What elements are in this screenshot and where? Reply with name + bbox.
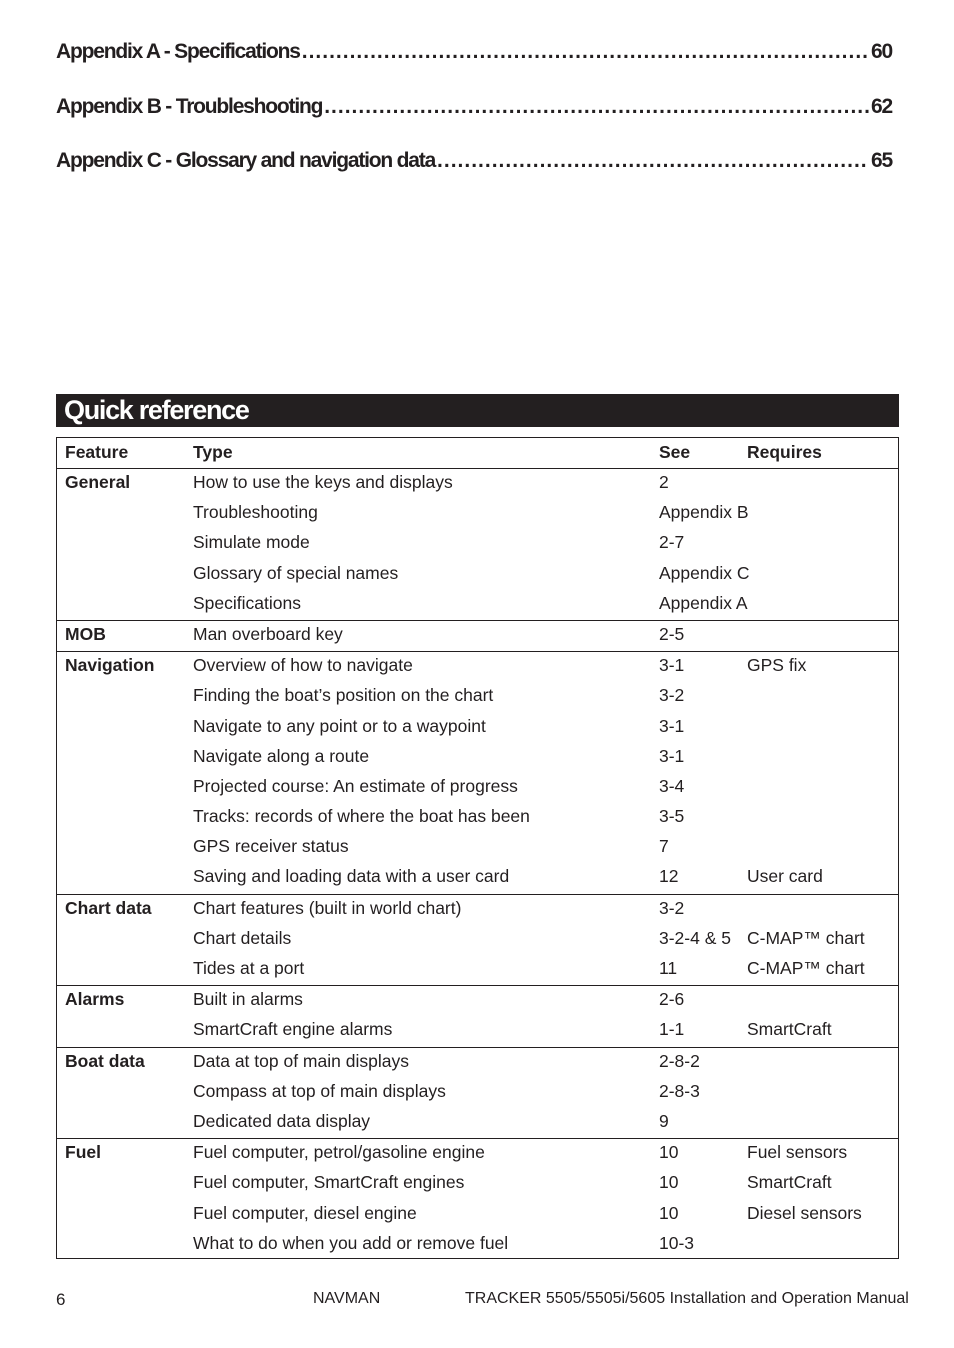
see-cell: Appendix B: [659, 502, 749, 523]
type-cell: SmartCraft engine alarms: [193, 1019, 393, 1040]
toc-leader-dots: [324, 95, 869, 119]
see-cell: 3-2: [659, 897, 685, 918]
feature-cell: Navigation: [65, 655, 155, 676]
toc-entry-page: 62: [871, 94, 892, 118]
toc-entry[interactable]: [56, 40, 892, 76]
table-row: [57, 1016, 898, 1046]
table-row: [57, 743, 898, 773]
table-row: [57, 986, 898, 1016]
table-group: [57, 469, 898, 621]
toc-entry-title: Appendix B - Troubleshooting: [56, 94, 323, 118]
see-cell: 3-4: [659, 775, 685, 796]
type-cell: Tracks: records of where the boat has been: [193, 806, 530, 827]
feature-cell: Alarms: [65, 989, 125, 1010]
see-cell: 11: [659, 958, 678, 978]
toc-leader-dots: [302, 40, 869, 64]
table-row: [57, 1139, 898, 1169]
type-cell: Projected course: An estimate of progress: [193, 775, 518, 796]
requires-cell: Fuel sensors: [747, 1142, 848, 1163]
feature-cell: General: [65, 472, 131, 492]
see-cell: 2-8-3: [659, 1080, 700, 1101]
table-row: [57, 1078, 898, 1108]
requires-cell: C-MAP™ chart: [747, 927, 865, 948]
table-group: [57, 652, 898, 895]
see-cell: 10-3: [659, 1232, 695, 1253]
type-cell: Navigate to any point or to a waypoint: [193, 715, 486, 736]
see-cell: Appendix A: [659, 592, 748, 613]
type-cell: Chart features (built in world chart): [193, 897, 462, 918]
see-cell: 1-1: [659, 1019, 685, 1040]
table-row: [57, 590, 898, 620]
table-row: [57, 833, 898, 863]
quick-reference-header-bar: [56, 394, 899, 427]
requires-cell: C-MAP™ chart: [747, 958, 865, 978]
see-cell: 2-5: [659, 623, 685, 644]
toc-entry-title: Appendix C - Glossary and navigation data: [56, 149, 436, 172]
table-row: [57, 863, 898, 893]
toc-entry[interactable]: [56, 95, 892, 131]
type-cell: What to do when you add or remove fuel: [193, 1232, 509, 1253]
type-cell: Overview of how to navigate: [193, 655, 413, 676]
header-see: See: [659, 442, 691, 462]
type-cell: GPS receiver status: [193, 836, 349, 857]
toc-entry[interactable]: [56, 149, 892, 185]
table-of-contents: [56, 40, 892, 204]
table-header-row: [57, 438, 898, 469]
type-cell: Compass at top of main displays: [193, 1080, 446, 1101]
page-number: 6: [56, 1290, 66, 1309]
toc-leader-dots: [437, 149, 869, 173]
see-cell: 3-1: [659, 715, 685, 736]
table-row: [57, 682, 898, 712]
see-cell: 3-1: [659, 745, 685, 766]
type-cell: How to use the keys and displays: [193, 472, 453, 492]
table-row: [57, 895, 898, 925]
quick-reference-title: Quick reference: [64, 395, 249, 425]
table-group: [57, 895, 898, 987]
type-cell: Fuel computer, petrol/gasoline engine: [193, 1142, 485, 1163]
footer-brand: NAVMAN: [313, 1290, 381, 1307]
table-row: [57, 652, 898, 682]
type-cell: Finding the boat’s position on the chart: [193, 685, 494, 706]
table-row: [57, 529, 898, 559]
type-cell: Tides at a port: [193, 958, 305, 978]
type-cell: Glossary of special names: [193, 562, 399, 583]
header-requires: Requires: [747, 442, 822, 462]
type-cell: Navigate along a route: [193, 745, 370, 766]
see-cell: 12: [659, 866, 679, 887]
table-row: [57, 713, 898, 743]
type-cell: Simulate mode: [193, 532, 310, 553]
table-group: [57, 1139, 898, 1260]
footer-manual-title: TRACKER 5505/5505i/5605 Installation and Operation Manual: [465, 1290, 909, 1307]
type-cell: Fuel computer, diesel engine: [193, 1202, 417, 1223]
see-cell: 2-6: [659, 989, 685, 1010]
feature-cell: MOB: [65, 623, 106, 644]
feature-cell: Fuel: [65, 1142, 101, 1163]
see-cell: 2-8-2: [659, 1050, 700, 1071]
type-cell: Specifications: [193, 592, 301, 613]
table-group: [57, 621, 898, 652]
table-group: [57, 1048, 898, 1140]
table-row: [57, 1200, 898, 1230]
header-type: Type: [193, 442, 233, 462]
table-row: [57, 621, 898, 651]
table-row: [57, 1169, 898, 1199]
feature-cell: Boat data: [65, 1050, 145, 1071]
table-row: [57, 803, 898, 833]
see-cell: 3-2-4 & 5: [659, 927, 731, 948]
type-cell: Chart details: [193, 927, 292, 948]
table-row: [57, 955, 898, 985]
see-cell: 3-2: [659, 685, 685, 706]
see-cell: 10: [659, 1142, 679, 1163]
type-cell: Dedicated data display: [193, 1110, 371, 1131]
table-row: [57, 773, 898, 803]
requires-cell: GPS fix: [747, 655, 807, 676]
table-row: [57, 1048, 898, 1078]
requires-cell: Diesel sensors: [747, 1202, 862, 1223]
type-cell: Data at top of main displays: [193, 1050, 409, 1071]
toc-entry-page: 60: [871, 40, 892, 63]
type-cell: Man overboard key: [193, 623, 343, 644]
table-row: [57, 469, 898, 499]
see-cell: 7: [659, 836, 669, 857]
table-row: [57, 560, 898, 590]
feature-cell: Chart data: [65, 897, 152, 918]
see-cell: 3-5: [659, 806, 685, 827]
requires-cell: User card: [747, 866, 823, 887]
type-cell: Saving and loading data with a user card: [193, 866, 510, 887]
see-cell: 2: [659, 472, 669, 492]
type-cell: Built in alarms: [193, 989, 303, 1010]
see-cell: 9: [659, 1110, 669, 1131]
table-row: [57, 499, 898, 529]
toc-entry-page: 65: [871, 149, 892, 172]
toc-entry-title: Appendix A - Specifications: [56, 40, 300, 63]
quick-reference-table: [56, 437, 899, 1259]
table-group: [57, 986, 898, 1047]
type-cell: Troubleshooting: [193, 502, 318, 523]
table-row: [57, 1108, 898, 1138]
see-cell: 3-1: [659, 655, 685, 676]
table-row: [57, 1230, 898, 1260]
requires-cell: SmartCraft: [747, 1019, 832, 1040]
requires-cell: SmartCraft: [747, 1172, 832, 1193]
see-cell: 10: [659, 1202, 679, 1223]
type-cell: Fuel computer, SmartCraft engines: [193, 1172, 465, 1193]
see-cell: 2-7: [659, 532, 685, 553]
see-cell: Appendix C: [659, 562, 750, 583]
see-cell: 10: [659, 1172, 679, 1193]
table-row: [57, 925, 898, 955]
header-feature: Feature: [65, 442, 129, 462]
